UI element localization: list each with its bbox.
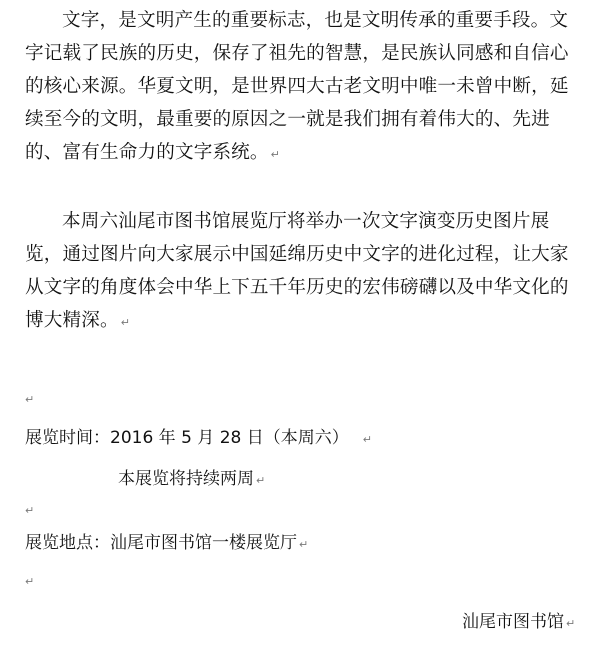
empty-paragraph-mark-icon: ↵ [25, 504, 35, 517]
announcement-paragraph [25, 205, 585, 339]
exhibition-duration [118, 467, 265, 493]
paragraph-mark-icon: ↵ [362, 433, 372, 446]
exhibition-time-text: 展览时间：2016 年 5 月 28 日（本周六） [25, 428, 349, 448]
empty-paragraph-mark-icon: ↵ [25, 393, 35, 406]
announcement-paragraph-text: 本周六汕尾市图书馆展览厅将举办一次文字演变历史图片展览，通过图片向大家展示中国延绵历史中文字的进化过程，让大家从文字的角度体会中华上下五千年历史的宏伟磅礴以及中华文化的博大精深。 [25, 211, 569, 331]
signature [462, 610, 575, 636]
exhibition-location [25, 531, 308, 557]
exhibition-time [25, 426, 372, 452]
intro-paragraph-text: 文字，是文明产生的重要标志，也是文明传承的重要手段。文字记载了民族的历史，保存了祖先的智慧，是民族认同感和自信心的核心来源。华夏文明，是世界四大古老文明中唯一未曾中断，延续至今的文明，最重要的原因之一就是我们拥有着伟大的、先进的、富有生命力的文字系统。 [25, 10, 569, 163]
exhibition-duration-text: 本展览将持续两周 [118, 469, 254, 489]
paragraph-mark-icon: ↵ [120, 316, 131, 329]
paragraph-mark-icon: ↵ [299, 538, 309, 551]
paragraph-mark-icon: ↵ [256, 474, 266, 487]
exhibition-location-text: 展览地点：汕尾市图书馆一楼展览厅 [25, 533, 297, 553]
paragraph-mark-icon: ↵ [566, 617, 576, 630]
signature-text: 汕尾市图书馆 [462, 612, 564, 632]
paragraph-mark-icon: ↵ [270, 148, 281, 161]
intro-paragraph [25, 4, 585, 171]
empty-paragraph-mark-icon: ↵ [25, 575, 35, 588]
